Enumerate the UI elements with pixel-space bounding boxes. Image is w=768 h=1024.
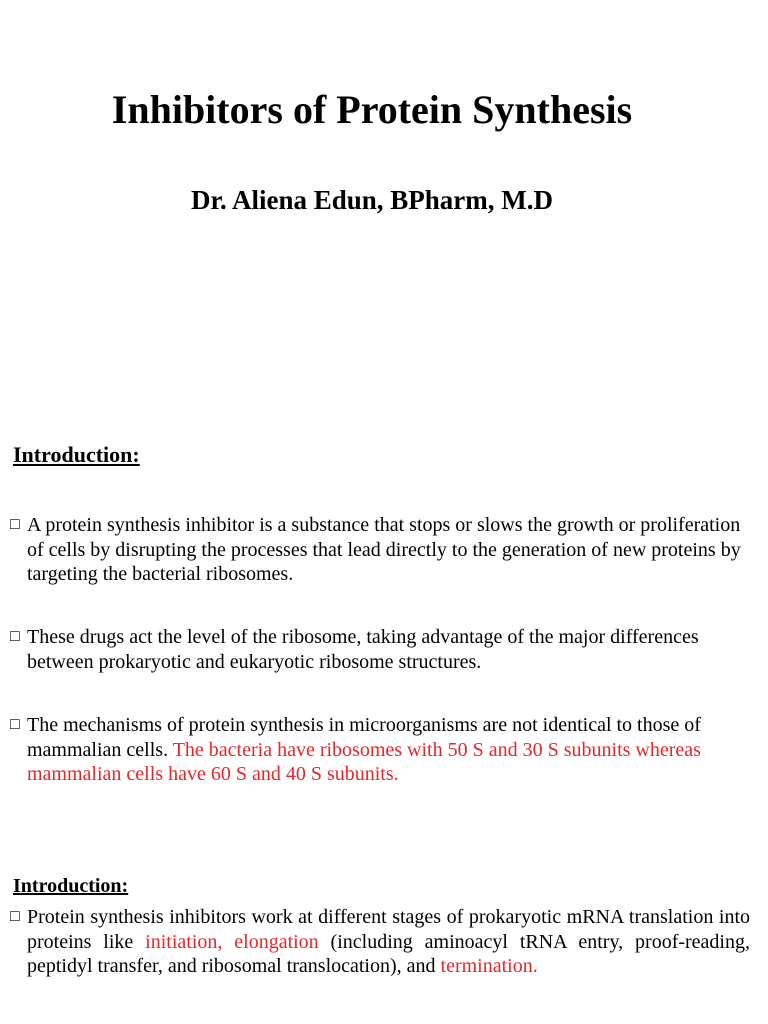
bullet-text: Protein synthesis inhibitors work at different stages of prokaryotic mRNA translation into proteins like	[27, 906, 750, 953]
author-line: Dr. Aliena Edun, BPharm, M.D	[190, 185, 554, 215]
section-heading-introduction: Introduction:	[13, 442, 140, 467]
bullet-text: A protein synthesis inhibitor is a substance that stops or slows the growth or proliferation of cells by disrupting the processes that lead directly to the generation of new proteins by targeting the bacterial ribosomes.	[27, 514, 741, 585]
bullet-marker-icon: □	[10, 516, 20, 533]
section-heading-introduction-2: Introduction:	[13, 875, 129, 897]
bullet-marker-icon: □	[10, 628, 20, 645]
bullet-text-highlight: initiation, elongation	[145, 930, 319, 953]
bullet-item	[10, 713, 750, 787]
bullet-text-highlight: termination.	[440, 955, 538, 977]
bullet-text: These drugs act the level of the ribosome, taking advantage of the major differences between prokaryotic and eukaryotic ribosome structures.	[27, 626, 699, 673]
bullet-marker-icon: □	[10, 908, 20, 925]
bullet-text: (including aminoacyl tRNA entry, proof-reading, peptidyl transfer, and ribosomal translocation), and	[27, 930, 750, 977]
bullet-text: The mechanisms of protein synthesis in microorganisms are not identical to those of mammalian cells.	[27, 714, 701, 761]
bullet-item	[10, 513, 750, 587]
bullet-item	[10, 905, 750, 979]
page-title: Inhibitors of Protein Synthesis	[111, 87, 633, 132]
bullet-marker-icon: □	[10, 716, 20, 733]
bullet-text-highlight: The bacteria have ribosomes with 50 S and 30 S subunits whereas mammalian cells have 60 S and 40 S subunits.	[27, 738, 701, 785]
bullet-item	[10, 625, 750, 674]
